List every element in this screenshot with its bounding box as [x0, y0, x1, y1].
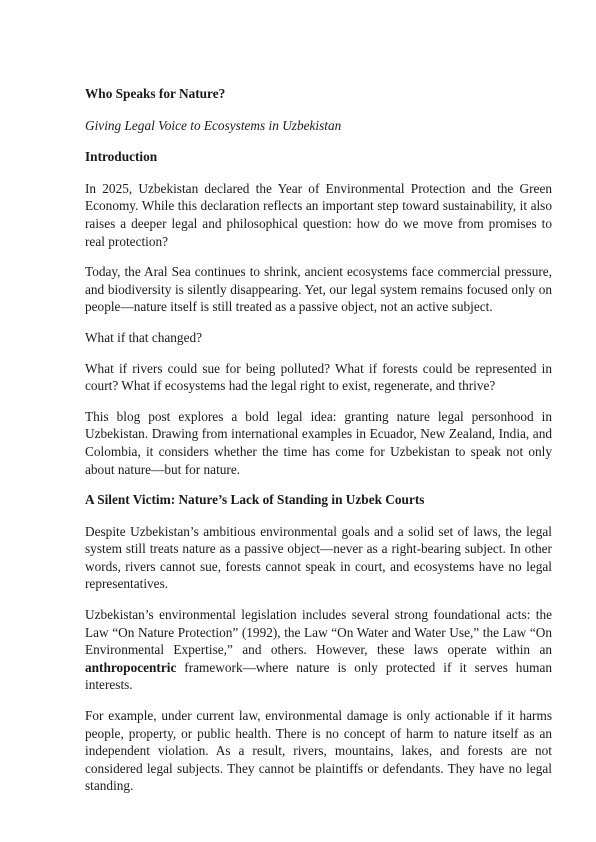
paragraph-3: What if that changed?: [85, 329, 203, 345]
section-heading: A Silent Victim: Nature’s Lack of Standing in Uzbek Courts: [85, 492, 425, 508]
paragraph-6: Despite Uzbekistan’s ambitious environmental goals and a solid set of laws, the legal system still treats nature as a passive object—never as a right-bearing subject. In other words, rivers cannot sue, forests cannot speak in court, and ecosystems have no legal representatives.: [85, 523, 552, 592]
paragraph-5: This blog post explores a bold legal idea: granting nature legal personhood in Uzbekistan. Drawing from international examples in Ecuador, New Zealand, India, and Colombia, it considers whether the time has come for Uzbekistan to speak not only about nature—but for nature.: [85, 408, 552, 477]
paragraph-7-text-start: Uzbekistan’s environmental legislation includes several strong foundational acts: the Law “On Nature Protection” (1992), the Law “On Water and Water Use,” the Law “On Environmental Expertise,” and others. However, these laws operate within an: [85, 607, 552, 658]
document-title: Who Speaks for Nature?: [85, 86, 226, 101]
anthropocentric-term: anthropocentric: [85, 659, 177, 675]
paragraph-8: For example, under current law, environmental damage is only actionable if it harms people, property, or public health. There is no concept of harm to nature itself as an independent violation. As a result, rivers, mountains, lakes, and forests are not considered legal subjects. They cannot be plaintiffs or defendants. They have no legal standing.: [85, 708, 552, 794]
document-page: [85, 85, 552, 808]
paragraph-4: What if rivers could sue for being polluted? What if forests could be represented in court? What if ecosystems had the legal right to exist, regenerate, and thrive?: [85, 360, 552, 394]
paragraph-1: In 2025, Uzbekistan declared the Year of Environmental Protection and the Green Economy. While this declaration reflects an important step toward sustainability, it also raises a deeper legal and philosophical question: how do we move from promises to real protection?: [85, 180, 552, 249]
paragraph-7-text-end: framework—where nature is only protected if it serves human interests.: [85, 659, 552, 693]
document-subtitle: Giving Legal Voice to Ecosystems in Uzbekistan: [85, 117, 342, 133]
paragraph-2: Today, the Aral Sea continues to shrink, ancient ecosystems face commercial pressure, and biodiversity is silently disappearing. Yet, our legal system remains focused only on people—nature itself is still treated as a passive object, not an active subject.: [85, 264, 552, 315]
paragraph-7: [85, 606, 552, 694]
intro-heading: Introduction: [85, 149, 158, 165]
